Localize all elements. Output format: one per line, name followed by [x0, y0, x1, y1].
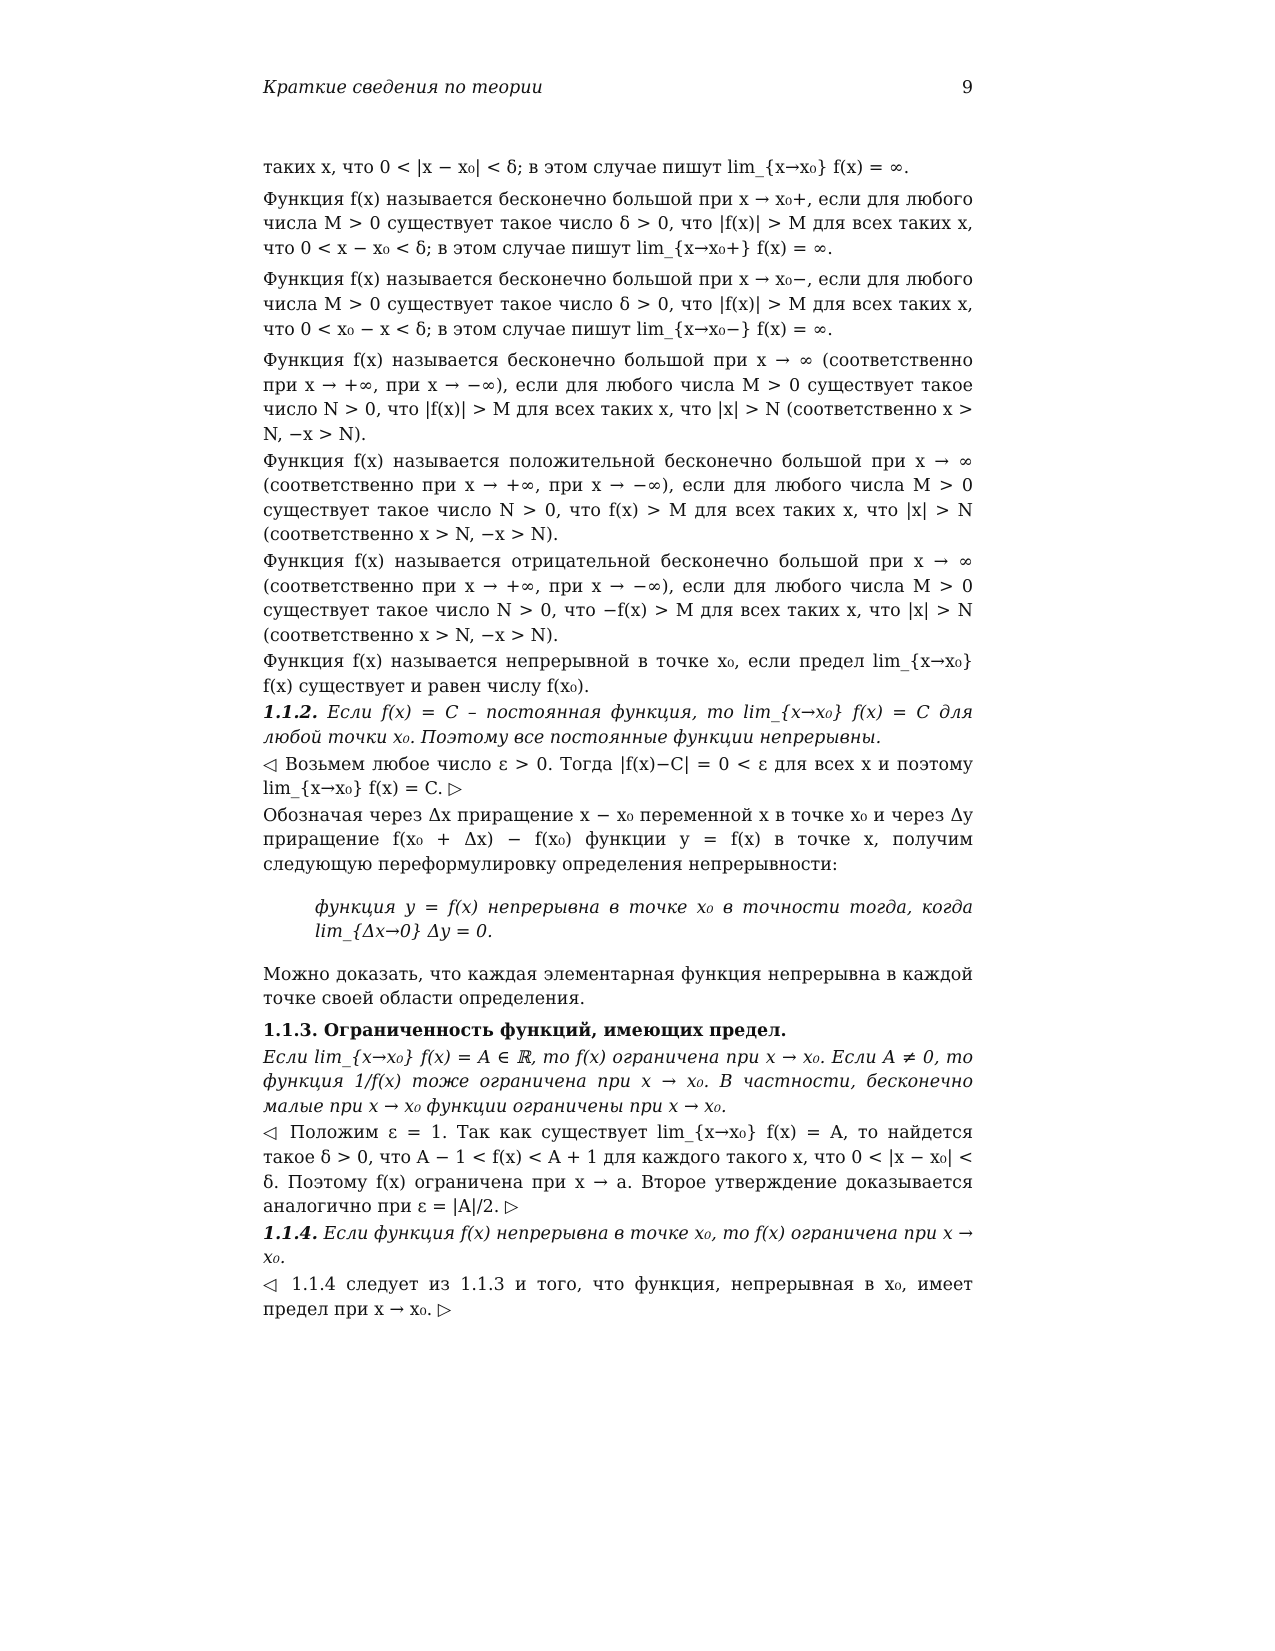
proof: ◁ Возьмем любое число ε > 0. Тогда |f(x)−C| = 0 < ε для всех x и поэтому lim_{x→x₀} f(x) = C. ▷	[263, 754, 973, 800]
paragraph: Функция f(x) называется бесконечно большой при x → x₀+, если для любого числа M > 0 существует такое число δ > 0, что |f(x)| > M для всех таких x, что 0 < x − x₀ < δ; в этом случае пишут lim_{x→x₀+} f(x) = ∞.	[263, 189, 973, 259]
theorem-number: 1.1.2.	[263, 703, 318, 724]
theorem-text: Если f(x) = C – постоянная функция, то lim_{x→x₀} f(x) = C для любой точки x₀. Поэтому все постоянные функции непрерывны.	[263, 703, 973, 749]
page	[263, 78, 973, 1329]
running-header	[263, 78, 973, 108]
proof: ◁ Положим ε = 1. Так как существует lim_{x→x₀} f(x) = A, то найдется такое δ > 0, что A − 1 < f(x) < A + 1 для каждого такого x, что 0 < |x − x₀| < δ. Поэтому f(x) ограничена при x → a. Второе утверждение доказывается аналогично при ε = |A|/2. ▷	[263, 1123, 973, 1218]
paragraph: Функция f(x) называется бесконечно большой при x → x₀−, если для любого числа M > 0 существует такое число δ > 0, что |f(x)| > M для всех таких x, что 0 < x₀ − x < δ; в этом случае пишут lim_{x→x₀−} f(x) = ∞.	[263, 270, 973, 340]
theorem-1-1-2	[263, 701, 973, 750]
page-number: 9	[961, 78, 973, 98]
theorem-1-1-4	[263, 1222, 973, 1271]
paragraph: Функция f(x) называется бесконечно большой при x → ∞ (соответственно при x → +∞, при x → −∞), если для любого числа M > 0 существует такое число N > 0, что |f(x)| > M для всех таких x, что |x| > N (соответственно x > N, −x > N).	[263, 351, 973, 445]
body-text	[263, 156, 973, 1322]
paragraph: Обозначая через Δx приращение x − x₀ переменной x в точке x₀ и через Δy приращение f(x₀ + Δx) − f(x₀) функции y = f(x) в точке x, получим следующую переформулировку определения непрерывности:	[263, 805, 973, 876]
running-title: Краткие сведения по теории	[263, 78, 543, 98]
paragraph: Функция f(x) называется отрицательной бесконечно большой при x → ∞ (соответственно при x → +∞, при x → −∞), если для любого числа M > 0 существует такое число N > 0, что −f(x) > M для всех таких x, что |x| > N (соответственно x > N, −x > N).	[263, 551, 973, 646]
paragraph: Можно доказать, что каждая элементарная функция непрерывна в каждой точке своей области определения.	[263, 964, 973, 1010]
paragraph: Функция f(x) называется непрерывной в точке x₀, если предел lim_{x→x₀} f(x) существует и равен числу f(x₀).	[263, 652, 973, 697]
theorem-text: Если функция f(x) непрерывна в точке x₀, то f(x) ограничена при x → x₀.	[263, 1223, 973, 1269]
theorem-number: 1.1.4.	[263, 1223, 318, 1244]
section-heading-1-1-3: 1.1.3. Ограниченность функций, имеющих предел.	[263, 1021, 787, 1041]
continuity-criterion: функция y = f(x) непрерывна в точке x₀ в точности тогда, когда lim_{Δx→0} Δy = 0.	[315, 897, 973, 943]
proof: ◁ 1.1.4 следует из 1.1.3 и того, что функция, непрерывная в x₀, имеет предел при x → x₀. ▷	[263, 1274, 973, 1320]
paragraph: Функция f(x) называется положительной бесконечно большой при x → ∞ (соответственно при x → +∞, при x → −∞), если для любого числа M > 0 существует такое число N > 0, что f(x) > M для всех таких x, что |x| > N (соответственно x > N, −x > N).	[263, 451, 973, 546]
theorem-1-1-3: Если lim_{x→x₀} f(x) = A ∈ ℝ, то f(x) ограничена при x → x₀. Если A ≠ 0, то функция 1/f(x) тоже ограничена при x → x₀. В частности, бесконечно малые при x → x₀ функции ограничены при x → x₀.	[263, 1047, 973, 1117]
paragraph: таких x, что 0 < |x − x₀| < δ; в этом случае пишут lim_{x→x₀} f(x) = ∞.	[263, 158, 910, 178]
